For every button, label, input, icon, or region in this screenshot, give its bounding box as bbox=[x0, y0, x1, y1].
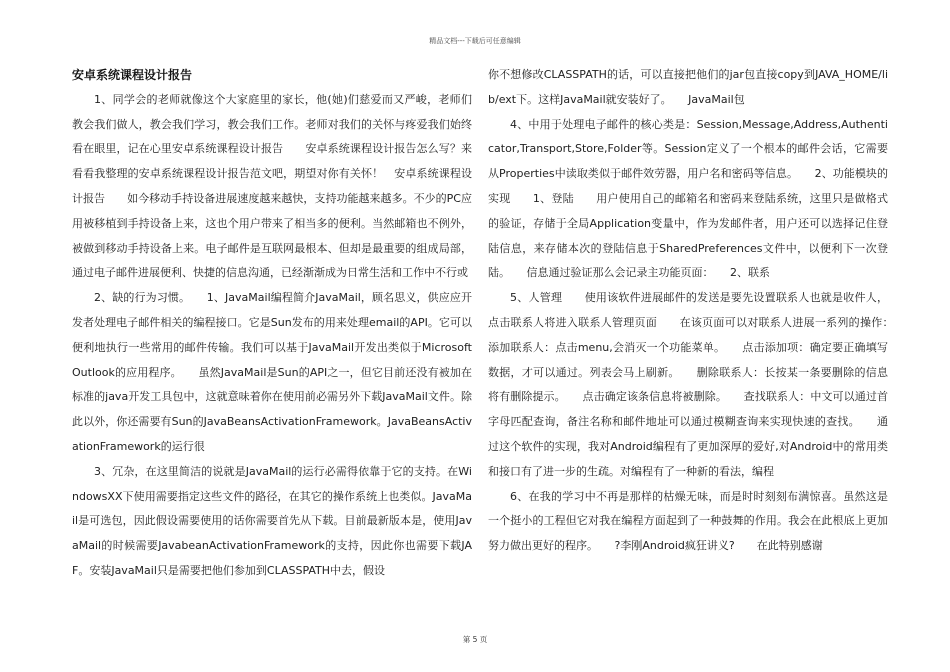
paragraph: 5、人管理 使用该软件进展邮件的发送是要先设置联系人也就是收件人，点击联系人将进入联系人管理页面 在该页面可以对联系人进展一系列的操作： 添加联系人：点击menu,会消灭一个功能菜单。 点击添加项：确定要正确填写数据，才可以通过。列表会马上刷新。 删除联系人：长按某一条要删除的信息将有删除提示。 点击确定该条信息将被删除。 查找联系人：中文可以通过首字母匹配查询，备注名称和邮件地址可以通过模糊查询来实现快速的查找。 通过这个软件的实现，我对Android编程有了更加深厚的爱好,对Android中的常用类和接口有了进一步的生疏。对编程有了一种新的看法，编程 bbox=[488, 291, 910, 478]
paragraph: 6、在我的学习中不再是那样的枯燥无味，而是时时刻刻布满惊喜。虽然这是一个挺小的工程但它对我在编程方面起到了一种鼓舞的作用。我会在此根底上更加努力做出更好的程序。 ?李刚Android疯狂讲义? 在此特别感谢 bbox=[488, 489, 888, 553]
document-title: 安卓系统课程设计报告 bbox=[72, 68, 193, 82]
paragraph: 你不想修改CLASSPATH的话，可以直接把他们的jar包直接copy到JAVA_HOME/lib/ext下。这样JavaMail就安装好了。 JavaMail包 bbox=[488, 68, 888, 106]
paragraph: 4、中用于处理电子邮件的核心类是：Session,Message,Address,Authenticator,Transport,Store,Folder等。Session定义了一个根本的邮件会话，它需要从Properties中读取类似于邮件效劳器，用户名和密码等信息。 2、功能模块的实现 1、登陆 用户使用自己的邮箱名和密码来登陆系统，这里只是做格式的验证，存储于全局Application变量中，作为发邮件者，用户还可以选择记住登陆信息，来存储本次的登陆信息于SharedPreferences文件中，以便利下一次登陆。 信息通过验证那么会记录主功能页面： 2、联系 bbox=[488, 117, 888, 280]
right-column bbox=[488, 63, 910, 559]
left-column bbox=[72, 63, 472, 584]
paragraph: 2、缺的行为习惯。 1、JavaMail编程简介JavaMail，顾名思义，供应应开发者处理电子邮件相关的编程接口。它是Sun发布的用来处理email的API。它可以便利地执行一些常用的邮件传输。我们可以基于JavaMail开发出类似于MicrosoftOutlook的应用程序。 虽然JavaMail是Sun的API之一，但它目前还没有被加在标准的java开发工具包中，这就意味着你在使用前必需另外下载JavaMail文件。除此以外，你还需要有Sun的JavaBeansActivationFramework。JavaBeansActivationFramework的运行很 bbox=[72, 291, 472, 453]
page-number: 第 5 页 bbox=[462, 635, 488, 644]
paragraph: 3、冗杂，在这里简洁的说就是JavaMail的运行必需得依靠于它的支持。在WindowsXX下使用需要指定这些文件的路径，在其它的操作系统上也类似。JavaMail是可选包，因此假设需要使用的话你需要首先从下载。目前最新版本是，使用JavaMail的时候需要JavabeanActivationFramework的支持，因此你也需要下载JAF。安装JavaMail只是需要把他们参加到CLASSPATH中去，假设 bbox=[72, 464, 472, 577]
paragraph: 1、同学会的老师就像这个大家庭里的家长，他(她)们慈爱而又严峻，老师们教会我们做人，教会我们学习，教会我们工作。老师对我们的关怀与疼爱我们始终看在眼里，记在心里安卓系统课程设计报告 安卓系统课程设计报告怎么写？来看看我整理的安卓系统课程设计报告范文吧，期望对你有关怀！ 安卓系统课程设计报告 如今移动手持设备进展速度越来越快，支持功能越来越多。不少的PC应用被移植到手持设备上来，这也个用户带来了相当多的便利。当然邮箱也不例外，被做到移动手持设备上来。电子邮件是互联网最根本、但却是最重要的组成局部，通过电子邮件进展便利、快捷的信息沟通，已经渐渐成为日常生活和工作中不行或 bbox=[72, 92, 472, 280]
page-header: 精品文档---下载后可任意编辑 bbox=[429, 37, 521, 45]
